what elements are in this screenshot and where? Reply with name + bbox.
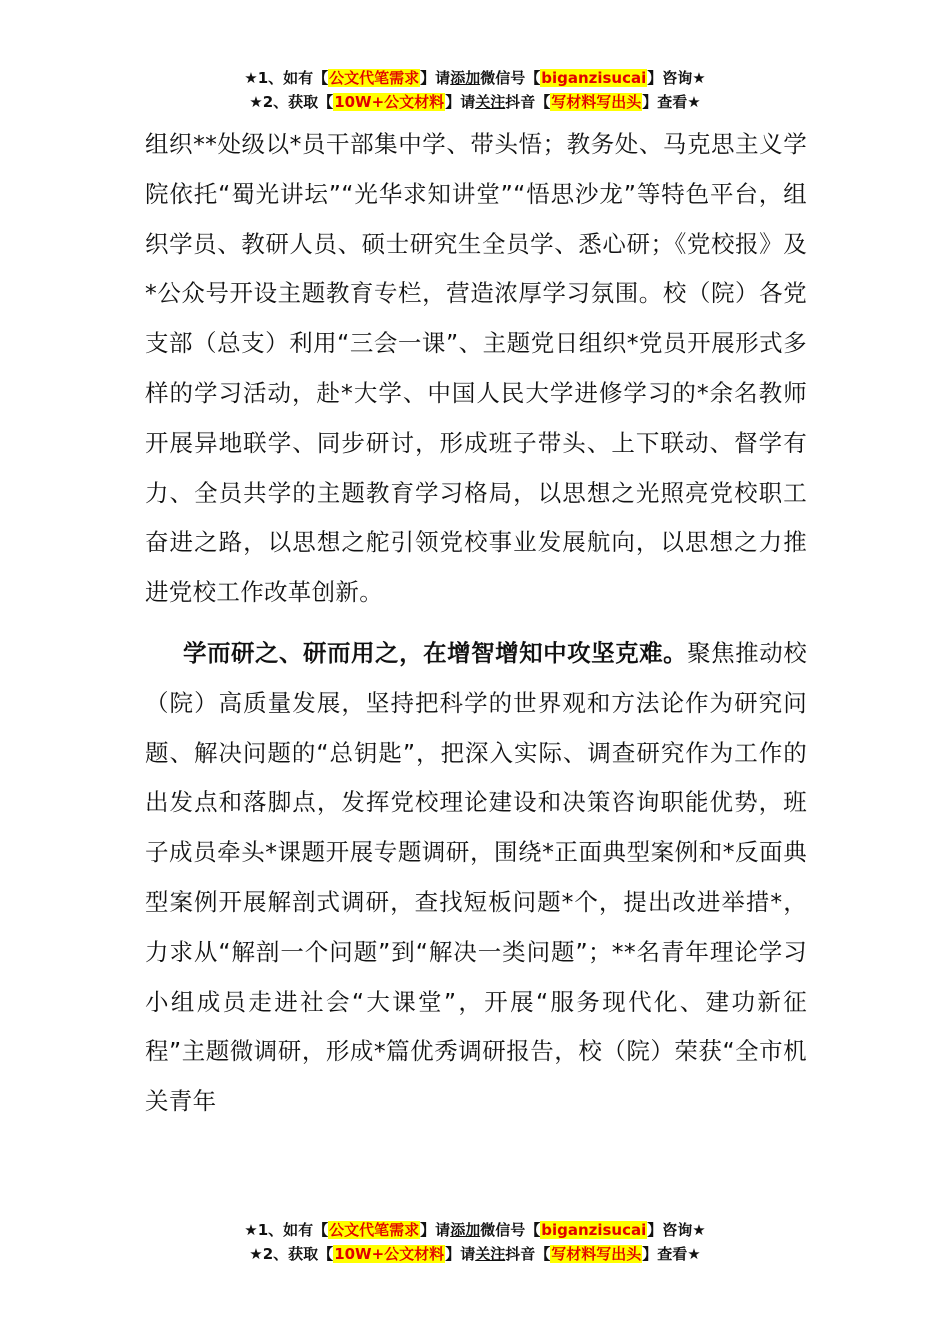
banner-text: 】请 bbox=[420, 1221, 451, 1239]
banner-text: ★2、获取【 bbox=[249, 1245, 334, 1263]
banner-underlined: 添加 bbox=[450, 1221, 481, 1239]
header-banner-line-1 bbox=[0, 66, 950, 90]
header-banner-line-2 bbox=[0, 90, 950, 114]
banner-text: 】查看★ bbox=[642, 1245, 701, 1263]
paragraph-2-text: 聚焦推动校（院）高质量发展，坚持把科学的世界观和方法论作为研究问题、解决问题的“总钥匙”，把深入实际、调查研究作为工作的出发点和落脚点，发挥党校理论建设和决策咨询职能优势，班子成员牵头*课题开展专题调研，围绕*正面典型案例和*反面典型案例开展解剖式调研，查找短板问题*个，提出改进举措*，力求从“解剖一个问题”到“解决一类问题”；**名青年理论学习小组成员走进社会“大课堂”，开展“服务现代化、建功新征程”主题微调研，形成*篇优秀调研报告，校（院）荣获“全市机关青年 bbox=[145, 638, 808, 1116]
banner-text: 】请 bbox=[420, 69, 451, 87]
banner-underlined: 关注 bbox=[475, 1245, 506, 1263]
banner-highlight: 10W+公文材料 bbox=[334, 1245, 445, 1263]
banner-wechat-id: biganzisucai bbox=[541, 1221, 647, 1239]
paragraph-2-lead: 学而研之、研而用之，在增智增知中攻坚克难。 bbox=[183, 638, 688, 667]
banner-highlight: 10W+公文材料 bbox=[334, 93, 445, 111]
document-body bbox=[145, 120, 807, 1127]
banner-text: 】查看★ bbox=[642, 93, 701, 111]
banner-douyin-account: 写材料写出头 bbox=[551, 93, 642, 111]
banner-text: 】请 bbox=[445, 93, 476, 111]
banner-text: ★2、获取【 bbox=[249, 93, 334, 111]
footer-banner-line-2 bbox=[0, 1242, 950, 1266]
paragraph-1: 组织**处级以*员干部集中学、带头悟；教务处、马克思主义学院依托“蜀光讲坛”“光华求知讲堂”“悟思沙龙”等特色平台，组织学员、教研人员、硕士研究生全员学、悉心研；《党校报》及*公众号开设主题教育专栏，营造浓厚学习氛围。校（院）各党支部（总支）利用“三会一课”、主题党日组织*党员开展形式多样的学习活动，赴*大学、中国人民大学进修学习的*余名教师开展异地联学、同步研讨，形成班子带头、上下联动、督学有力、全员共学的主题教育学习格局，以思想之光照亮党校职工奋进之路，以思想之舵引领党校事业发展航向，以思想之力推进党校工作改革创新。 bbox=[145, 130, 807, 607]
banner-text: 】请 bbox=[445, 1245, 476, 1263]
banner-wechat-id: biganzisucai bbox=[541, 69, 647, 87]
banner-text: ★1、如有【 bbox=[244, 69, 329, 87]
banner-highlight: 公文代笔需求 bbox=[329, 69, 420, 87]
banner-underlined: 添加 bbox=[450, 69, 481, 87]
banner-douyin-account: 写材料写出头 bbox=[551, 1245, 642, 1263]
banner-text: 】咨询★ bbox=[647, 1221, 706, 1239]
banner-text: ★1、如有【 bbox=[244, 1221, 329, 1239]
banner-highlight: 公文代笔需求 bbox=[329, 1221, 420, 1239]
banner-text: 抖音【 bbox=[505, 1245, 551, 1263]
header-banner bbox=[0, 66, 950, 114]
footer-banner-line-1 bbox=[0, 1218, 950, 1242]
banner-underlined: 关注 bbox=[475, 93, 506, 111]
banner-text: 微信号【 bbox=[480, 1221, 541, 1239]
paragraph-2 bbox=[145, 629, 807, 1127]
banner-text: 抖音【 bbox=[505, 93, 551, 111]
footer-banner bbox=[0, 1218, 950, 1266]
banner-text: 微信号【 bbox=[480, 69, 541, 87]
banner-text: 】咨询★ bbox=[647, 69, 706, 87]
